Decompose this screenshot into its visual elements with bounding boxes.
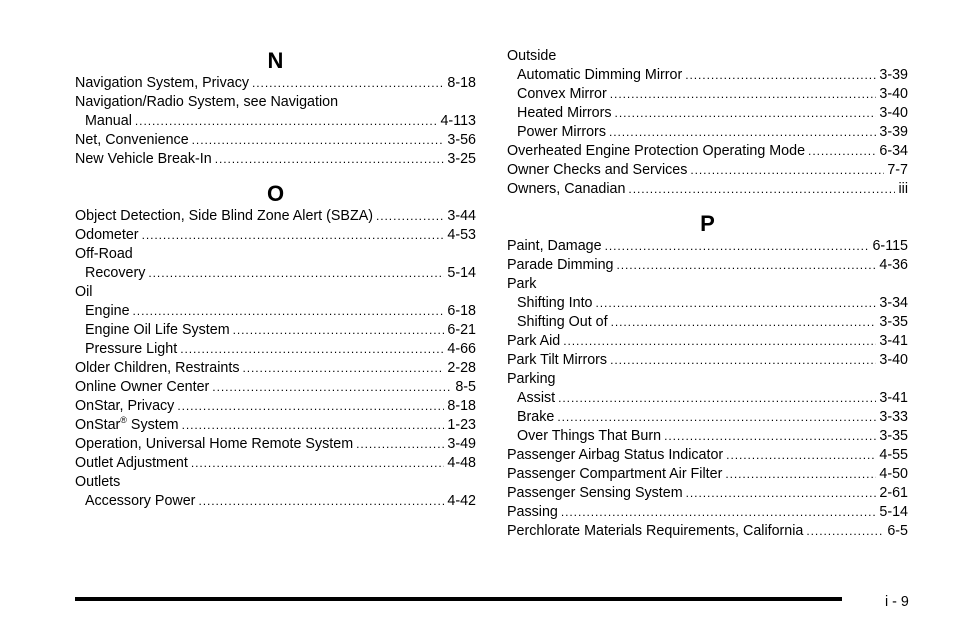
index-page-ref: 3-40 <box>879 86 908 102</box>
index-entry <box>507 332 908 351</box>
index-letter-heading: N <box>267 48 284 73</box>
index-entry-text: Owners, Canadian <box>507 181 626 197</box>
index-page-ref: 3-35 <box>879 428 908 444</box>
index-entry-text: Convex Mirror <box>517 86 607 102</box>
dot-leader <box>563 332 876 351</box>
index-entry-text: Pressure Light <box>85 341 178 357</box>
index-entry-text: Shifting Out of <box>517 314 608 330</box>
index-entry-text: Outlet Adjustment <box>75 455 188 471</box>
index-entry <box>75 397 476 416</box>
index-letter-heading: O <box>266 181 285 206</box>
index-entry <box>507 522 908 541</box>
index-entry <box>75 207 476 226</box>
dot-leader <box>806 522 884 541</box>
index-entry-text: Online Owner Center <box>75 379 210 395</box>
dot-leader <box>557 408 876 427</box>
index-page-ref: 2-28 <box>447 360 476 376</box>
index-entry <box>75 150 476 169</box>
index-entry <box>507 104 908 123</box>
index-page-ref: 4-48 <box>447 455 476 471</box>
index-entry-text: Odometer <box>75 227 139 243</box>
index-entry <box>75 435 476 454</box>
index-column-left <box>75 46 476 511</box>
index-entry <box>75 112 476 131</box>
index-entry-text: Engine <box>85 303 130 319</box>
index-entry <box>507 351 908 370</box>
index-entry-text: Engine Oil Life System <box>85 322 230 338</box>
index-group-heading <box>75 283 476 302</box>
index-group-heading <box>75 93 476 112</box>
index-entry-text: Owner Checks and Services <box>507 162 688 178</box>
dot-leader <box>148 264 444 283</box>
dot-leader <box>725 465 876 484</box>
index-entry-text: Object Detection, Side Blind Zone Alert (SBZA) <box>75 208 373 224</box>
index-entry-text: Outlets <box>75 474 121 490</box>
index-entry-text: Paint, Damage <box>507 238 602 254</box>
index-entry <box>75 264 476 283</box>
index-page-ref: 8-5 <box>455 379 476 395</box>
index-entry-text: Park <box>507 276 537 292</box>
index-page-ref: 3-41 <box>879 390 908 406</box>
index-page-ref: 3-41 <box>879 333 908 349</box>
dot-leader <box>133 302 445 321</box>
dot-leader <box>215 150 445 169</box>
index-entry <box>507 85 908 104</box>
index-page-ref: 3-40 <box>879 352 908 368</box>
index-page-ref: 6-21 <box>447 322 476 338</box>
index-page-ref: 3-39 <box>879 67 908 83</box>
index-group-heading <box>75 245 476 264</box>
page-number: i - 9 <box>885 594 909 610</box>
index-entry <box>507 484 908 503</box>
index-entry-text: Oil <box>75 284 93 300</box>
index-entry-text: Park Tilt Mirrors <box>507 352 608 368</box>
dot-leader <box>685 66 876 85</box>
dot-leader <box>726 446 876 465</box>
index-entry-text: Navigation System, Privacy <box>75 75 250 91</box>
index-entry-text: Manual <box>85 113 132 129</box>
index-entry <box>507 66 908 85</box>
index-page-ref: 3-35 <box>879 314 908 330</box>
index-entry-text: Over Things That Burn <box>517 428 662 444</box>
dot-leader <box>198 492 444 511</box>
index-page-ref: 4-113 <box>440 113 476 129</box>
index-entry <box>75 321 476 340</box>
index-group-heading <box>507 275 908 294</box>
index-letter-heading: P <box>700 211 715 236</box>
dot-leader <box>611 313 877 332</box>
index-page-ref: iii <box>898 181 908 197</box>
dot-leader <box>182 416 445 435</box>
index-column-right <box>507 47 908 541</box>
index-entry <box>75 226 476 245</box>
index-entry <box>75 454 476 473</box>
index-entry-text: Perchlorate Materials Requirements, California <box>507 523 804 539</box>
index-entry-text: Older Children, Restraints <box>75 360 240 376</box>
index-page-ref: 3-34 <box>879 295 908 311</box>
index-group-heading <box>507 47 908 66</box>
index-entry <box>507 313 908 332</box>
dot-leader <box>616 256 876 275</box>
index-entry <box>75 302 476 321</box>
index-entry-text: Shifting Into <box>517 295 593 311</box>
index-page-ref: 4-66 <box>447 341 476 357</box>
index-page-ref: 3-25 <box>447 151 476 167</box>
index-entry-text: Automatic Dimming Mirror <box>517 67 683 83</box>
index-entry <box>507 237 908 256</box>
index-entry-text-part: System <box>126 417 179 433</box>
index-entry-text: Recovery <box>85 265 146 281</box>
index-entry-text: Passenger Compartment Air Filter <box>507 466 723 482</box>
index-entry-text: Brake <box>517 409 555 425</box>
index-entry <box>75 131 476 150</box>
index-entry <box>507 161 908 180</box>
dot-leader <box>233 321 445 340</box>
dot-leader <box>191 454 445 473</box>
index-entry-text: Accessory Power <box>85 493 196 509</box>
dot-leader <box>686 484 877 503</box>
index-page-ref: 5-14 <box>879 504 908 520</box>
dot-leader <box>615 104 877 123</box>
index-entry-text: Assist <box>517 390 556 406</box>
index-entry-text: Operation, Universal Home Remote System <box>75 436 354 452</box>
index-entry <box>507 142 908 161</box>
dot-leader <box>596 294 877 313</box>
dot-leader <box>177 397 444 416</box>
index-entry <box>75 378 476 397</box>
index-page-ref: 6-5 <box>887 523 908 539</box>
index-page-ref: 3-33 <box>879 409 908 425</box>
dot-leader <box>356 435 444 454</box>
index-entry <box>507 503 908 522</box>
index-page-ref: 6-34 <box>879 143 908 159</box>
index-page-ref: 4-55 <box>879 447 908 463</box>
index-group-heading <box>507 370 908 389</box>
dot-leader <box>628 180 895 199</box>
index-entry <box>75 359 476 378</box>
index-entry <box>507 123 908 142</box>
index-entry <box>507 446 908 465</box>
index-entry-text: Off-Road <box>75 246 133 262</box>
dot-leader <box>142 226 445 245</box>
index-entry-text: New Vehicle Break-In <box>75 151 212 167</box>
index-entry <box>75 416 476 435</box>
index-entry-text: Passing <box>507 504 558 520</box>
dot-leader <box>192 131 445 150</box>
index-entry-text: Navigation/Radio System, see Navigation <box>75 94 339 110</box>
dot-leader <box>664 427 876 446</box>
index-entry-text: OnStar, Privacy <box>75 398 175 414</box>
index-entry <box>507 389 908 408</box>
index-entry-text: Heated Mirrors <box>517 105 612 121</box>
index-group-heading <box>75 473 476 492</box>
index-page-ref: 3-44 <box>447 208 476 224</box>
dot-leader <box>242 359 444 378</box>
dot-leader <box>690 161 884 180</box>
index-entry-text: Passenger Sensing System <box>507 485 683 501</box>
index-entry-text: Parking <box>507 371 556 387</box>
index-page-ref: 4-50 <box>879 466 908 482</box>
index-entry-text: Net, Convenience <box>75 132 189 148</box>
index-entry-text: Passenger Airbag Status Indicator <box>507 447 724 463</box>
dot-leader <box>376 207 444 226</box>
index-entry <box>75 340 476 359</box>
index-page-ref: 8-18 <box>447 75 476 91</box>
index-page-ref: 1-23 <box>447 417 476 433</box>
dot-leader <box>561 503 877 522</box>
index-page-ref: 4-36 <box>879 257 908 273</box>
index-entry <box>507 465 908 484</box>
index-entry-text-part: OnStar <box>75 417 121 433</box>
index-entry <box>507 427 908 446</box>
index-page-ref: 3-56 <box>447 132 476 148</box>
dot-leader <box>605 237 870 256</box>
index-page-ref: 2-61 <box>879 485 908 501</box>
dot-leader <box>610 85 877 104</box>
index-entry-text <box>75 416 179 435</box>
index-page-ref: 8-18 <box>447 398 476 414</box>
dot-leader <box>808 142 876 161</box>
index-entry-text: Outside <box>507 48 557 64</box>
dot-leader <box>252 74 444 93</box>
index-page-ref: 7-7 <box>887 162 908 178</box>
index-page-ref: 3-49 <box>447 436 476 452</box>
index-page-ref: 6-18 <box>447 303 476 319</box>
index-entry-text: Park Aid <box>507 333 561 349</box>
index-entry-text: Power Mirrors <box>517 124 606 140</box>
index-entry <box>507 256 908 275</box>
registered-mark: ® <box>120 415 127 425</box>
index-entry-text: Parade Dimming <box>507 257 614 273</box>
dot-leader <box>558 389 876 408</box>
index-entry-text: Overheated Engine Protection Operating Mode <box>507 143 806 159</box>
index-page-ref: 3-39 <box>879 124 908 140</box>
index-page-ref: 4-42 <box>447 493 476 509</box>
dot-leader <box>212 378 452 397</box>
dot-leader <box>610 351 876 370</box>
index-page-ref: 4-53 <box>447 227 476 243</box>
index-entry <box>75 74 476 93</box>
index-entry <box>75 492 476 511</box>
index-page-ref: 6-115 <box>872 238 908 254</box>
dot-leader <box>180 340 444 359</box>
footer-rule <box>75 597 842 601</box>
dot-leader <box>609 123 876 142</box>
index-page-ref: 3-40 <box>879 105 908 121</box>
index-entry <box>507 408 908 427</box>
index-page-ref: 5-14 <box>447 265 476 281</box>
index-entry <box>507 180 908 199</box>
dot-leader <box>135 112 438 131</box>
index-entry <box>507 294 908 313</box>
